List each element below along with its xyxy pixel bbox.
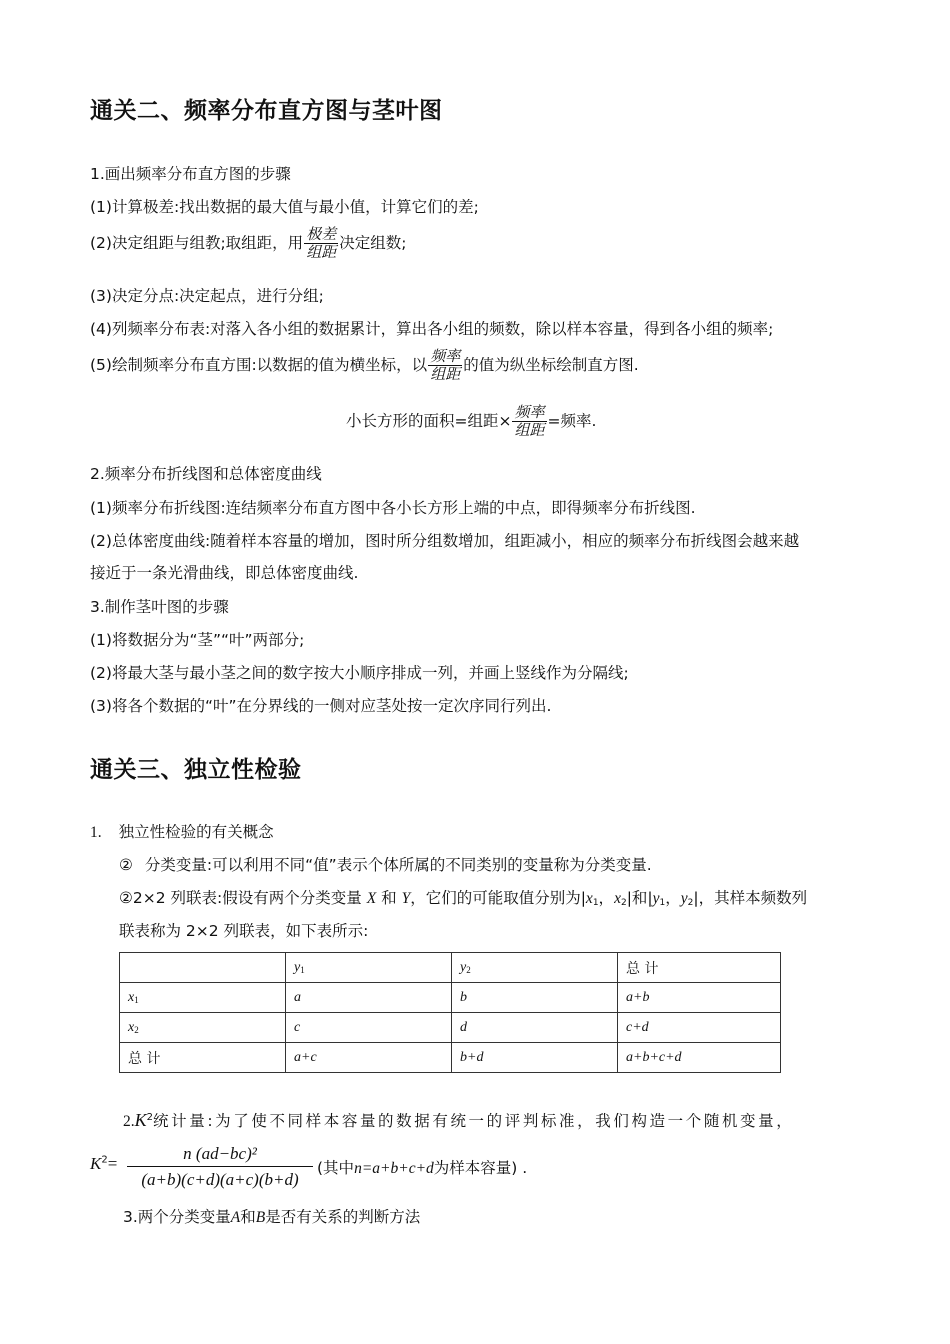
concept-item-3 <box>123 1206 420 1229</box>
fraction-range-over-width <box>304 226 338 261</box>
table-row <box>120 1043 781 1073</box>
concept-contingency-line-1: ②2×2 列联表:假设有两个分类变量 X 和 Y，它们的可能取值分别为$|x_1$，$x_2|$和$|y_1$，$y_2|$，其样本频数列 <box>119 889 808 908</box>
step-1-2 <box>90 226 406 261</box>
table-cell: c <box>286 1013 452 1043</box>
concept-contingency-line-2: 联表称为 2×2 列联表，如下表所示: <box>119 922 369 940</box>
fraction-freq-over-width <box>428 348 462 383</box>
step-2-2-line-1: (2)总体密度曲线:随着样本容量的增加，图时所分组数增加，组距减小，相应的频率分布折线图会越来越 <box>90 532 800 550</box>
step-1-5-text-b: 的值为纵坐标绘制直方图. <box>463 356 639 374</box>
table-row <box>120 1013 781 1043</box>
concept-text: 分类变量:可以利用不同“值”表示个体所属的不同类别的变量称为分类变量. <box>144 856 652 874</box>
step-heading-2: 2.频率分布折线图和总体密度曲线 <box>90 465 322 483</box>
text-segment: ，它们的可能取值分别为| <box>410 889 586 907</box>
step-1-2-text-a: (2)决定组距与组教;取组距，用 <box>90 234 304 252</box>
table-cell: b+d <box>452 1043 618 1073</box>
step-heading-1: 1.画出频率分布直方图的步骤 <box>90 165 291 183</box>
fraction-denominator: 组距 <box>306 243 337 261</box>
step-1-4: (4)列频率分布表:对落入各小组的数据累计，算出各小组的频数，除以样本容量，得到各小组的频率; <box>90 320 774 338</box>
fraction-denominator: 组距 <box>514 421 545 439</box>
step-3-1: (1)将数据分为“茎”“叶”两部分; <box>90 631 305 649</box>
superscript: 2 <box>146 1112 154 1123</box>
table-cell: c+d <box>618 1013 781 1043</box>
table-cell: b <box>452 983 618 1013</box>
concept-categorical-variable <box>119 854 652 876</box>
item-number: 1. <box>90 824 102 841</box>
section-title-2: 通关二、频率分布直方图与茎叶图 <box>90 98 443 124</box>
k2-numerator: n (ad−bc)² <box>183 1144 257 1163</box>
k2-formula-lhs: $K^2=$ <box>90 1154 118 1173</box>
contingency-table <box>119 952 781 1073</box>
var-x2: x <box>614 890 621 907</box>
table-cell: $x_1$ <box>120 983 286 1013</box>
k2-description: 统计量:为了使不同样本容量的数据有统一的评判标准，我们构造一个随机变量， <box>153 1112 795 1131</box>
table-cell <box>120 953 286 983</box>
text-segment: (其中 <box>317 1159 355 1177</box>
concept-item-1 <box>90 821 274 844</box>
k2-note <box>317 1157 527 1180</box>
text-segment: 3.两个分类变量 <box>123 1208 231 1226</box>
table-row <box>120 983 781 1013</box>
table-cell: a+c <box>286 1043 452 1073</box>
var-K: K <box>134 1110 147 1131</box>
k2-statistic-intro <box>123 1107 794 1133</box>
table-header-row <box>120 953 781 983</box>
step-1-2-text-b: 决定组数; <box>339 234 407 252</box>
table-cell: d <box>452 1013 618 1043</box>
var-Y: Y <box>401 890 411 907</box>
table-cell: $y_2$ <box>452 953 618 983</box>
section-title-3: 通关三、独立性检验 <box>90 757 302 783</box>
fraction-freq-over-width <box>512 404 546 439</box>
k2-denominator: (a+b)(c+d)(a+c)(b+d) <box>141 1170 299 1189</box>
text-segment: ②2×2 列联表:假设有两个分类变量 <box>119 889 362 907</box>
step-3-2: (2)将最大茎与最小茎之间的数字按大小顺序排成一列，并画上竖线作为分隔线; <box>90 664 629 682</box>
step-2-1: (1)频率分布折线图:连结频率分布直方图中各小长方形上端的中点，即得频率分布折线图. <box>90 499 696 517</box>
fraction-numerator: 频率 <box>430 347 461 365</box>
step-1-5-text-a: (5)绘制频率分布直方围:以数据的值为横坐标，以 <box>90 356 428 374</box>
text-segment: 和 <box>381 889 397 907</box>
text-segment: 是否有关系的判断方法 <box>265 1208 421 1226</box>
area-formula-text-a: 小长方形的面积=组距× <box>346 412 512 430</box>
step-1-3: (3)决定分点:决定起点，进行分组; <box>90 287 324 305</box>
text-segment: ， <box>598 889 615 907</box>
var-X: X <box>366 890 377 907</box>
var-x1: x <box>585 890 593 907</box>
text-segment: 为样本容量) . <box>433 1159 528 1177</box>
var-K: K <box>90 1154 102 1173</box>
table-cell: a <box>286 983 452 1013</box>
circled-marker: ② <box>119 856 133 874</box>
fraction-numerator: 频率 <box>514 403 545 421</box>
table-cell: a+b <box>618 983 781 1013</box>
text-segment: |，其样本频数列 <box>693 889 808 907</box>
step-3-3: (3)将各个数据的“叶”在分界线的一侧对应茎处按一定次序同行列出. <box>90 697 552 715</box>
item-text: 独立性检验的有关概念 <box>118 823 274 841</box>
table-cell: a+b+c+d <box>618 1043 781 1073</box>
var-y1: y <box>652 890 660 907</box>
table-cell: 总 计 <box>618 953 781 983</box>
table-cell: 总 计 <box>120 1043 286 1073</box>
var-y2: y <box>680 890 688 907</box>
step-heading-3: 3.制作茎叶图的步骤 <box>90 598 229 616</box>
table-cell: $x_2$ <box>120 1013 286 1043</box>
k2-formula-fraction <box>127 1142 313 1193</box>
var-A: A <box>230 1209 241 1226</box>
var-B: B <box>255 1209 266 1226</box>
step-1-1: (1)计算极差:找出数据的最大值与最小值，计算它们的差; <box>90 198 479 216</box>
item-number: 2. <box>123 1113 135 1131</box>
step-2-2-line-2: 接近于一条光滑曲线，即总体密度曲线. <box>90 564 359 582</box>
text-segment: ， <box>665 889 681 907</box>
text-segment: |和| <box>626 889 653 907</box>
table-cell: $y_1$ <box>286 953 452 983</box>
fraction-denominator: 组距 <box>430 365 461 383</box>
area-formula-text-b: =频率. <box>547 412 597 430</box>
step-1-5 <box>90 348 639 383</box>
sample-size-formula: n=a+b+c+d <box>354 1160 434 1177</box>
area-formula <box>346 404 596 439</box>
text-segment: 和 <box>240 1208 256 1226</box>
fraction-numerator: 极差 <box>306 225 337 243</box>
